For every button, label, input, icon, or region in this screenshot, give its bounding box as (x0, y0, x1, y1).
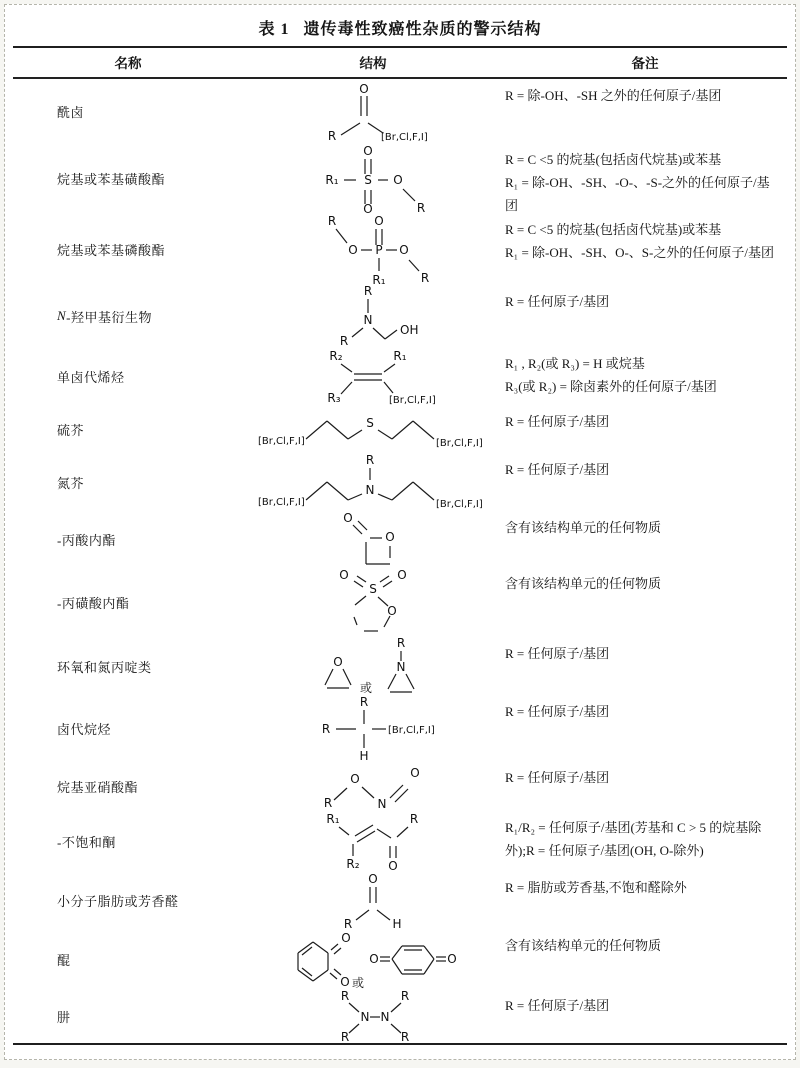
remark-line: 外);R = 任何原子/基团(OH, O-除外) (505, 842, 704, 858)
atom-label: O (349, 772, 360, 786)
remark-cell (503, 285, 787, 347)
atom-label: R (343, 917, 353, 929)
header-remark: 备注 (631, 56, 659, 71)
atom-label: P (375, 243, 383, 257)
or-text: 或 (351, 976, 365, 989)
structure-n-hydroxymethyl-diagram (316, 284, 431, 348)
remark-cell (503, 871, 787, 929)
structure-hydrazine-diagram (323, 989, 423, 1043)
atom-label: O (409, 766, 420, 780)
atom-label: O (359, 82, 369, 96)
structure-cell (243, 637, 503, 695)
name-cell: 硫芥 (57, 422, 85, 438)
structure-sulfonate-diagram (316, 142, 431, 214)
atom-label: O (333, 655, 343, 669)
atom-label: N (360, 1010, 370, 1024)
remark-line: R₁ , R₂(或 R₃) = H 或烷基 (505, 356, 645, 371)
remark-line: R = 任何原子/基团 (505, 414, 610, 429)
atom-label: R₂ (329, 349, 343, 363)
table-row (13, 511, 787, 567)
halide-label: [Br,Cl,F,I] (389, 395, 436, 405)
remark-cell (503, 143, 787, 213)
atom-label: R₁ (372, 273, 386, 286)
halide-label: [Br,Cl,F,I] (257, 497, 305, 508)
header-structure: 结构 (359, 56, 387, 71)
structure-cell (243, 871, 503, 929)
atom-label: O (387, 604, 397, 618)
structure-cell (243, 143, 503, 213)
table-caption-text: 遗传毒性致癌性杂质的警示结构 (303, 21, 542, 38)
table-row (13, 213, 787, 285)
remark-cell (503, 989, 787, 1043)
table-row (13, 285, 787, 347)
atom-label: R (323, 796, 332, 810)
halide-label: [Br,Cl,F,I] (257, 436, 305, 447)
atom-label: R (321, 722, 330, 736)
remark-line: R = C <5 的烷基(包括卤代烷基)或苯基 (505, 152, 722, 167)
structure-quinones-diagram (288, 929, 458, 989)
structure-cell (243, 213, 503, 285)
structure-cell (243, 989, 503, 1043)
name-italic-prefix: N (57, 308, 67, 323)
table-row (13, 871, 787, 929)
atom-label: O (369, 952, 379, 966)
atom-label: OH (399, 323, 418, 337)
remark-line: R₁/R₂ = 任何原子/基团(芳基和 C > 5 的烷基除 (505, 820, 762, 835)
structure-cell (243, 695, 503, 761)
remark-line: R = 任何原子/基团 (505, 998, 610, 1013)
name-cell: -丙磺酸内酯 (57, 595, 130, 611)
name-cell: 肼 (57, 1009, 71, 1025)
remark-cell (503, 453, 787, 511)
remark-line: R = 任何原子/基团 (505, 646, 610, 661)
remark-cell (503, 79, 787, 143)
structure-cell (243, 567, 503, 637)
atom-label: R (339, 334, 348, 348)
halide-label: [Br,Cl,F,I] (435, 499, 483, 510)
table-row (13, 79, 787, 143)
table-row (13, 811, 787, 871)
remark-line: 含有该结构单元的任何物质 (505, 576, 662, 591)
atom-label: O (397, 568, 407, 582)
remark-cell (503, 695, 787, 761)
name-cell: 氮芥 (57, 475, 85, 491)
name-cell: 单卤代烯烃 (57, 369, 125, 385)
halide-label: [Br,Cl,F,I] (381, 132, 428, 142)
structure-cell (243, 347, 503, 405)
atom-label: R (416, 201, 425, 214)
atom-label: S (363, 173, 372, 187)
atom-label: O (399, 243, 409, 257)
remark-cell (503, 811, 787, 871)
structure-haloalkane-diagram (306, 694, 441, 762)
atom-label: S (365, 416, 374, 430)
table-row (13, 989, 787, 1043)
atom-label: R (396, 636, 406, 650)
atom-label: R (327, 129, 337, 142)
remark-line: R₁ = 除-OH、-SH、-O-、-S-之外的任何原子/基团 (505, 174, 770, 213)
name-cell: 烷基或苯基磺酸酯 (57, 171, 166, 187)
atom-label: R₁ (393, 349, 407, 363)
remark-cell (503, 929, 787, 989)
name-cell: 烷基亚硝酸酯 (57, 779, 139, 795)
remark-line: R₃(或 R₂) = 除卤素外的任何原子/基团 (505, 378, 717, 394)
atom-label: N (396, 660, 406, 674)
remark-line: R = 任何原子/基团 (505, 462, 610, 477)
atom-label: R (400, 1030, 410, 1043)
atom-label: O (340, 975, 350, 989)
atom-label: R₂ (346, 857, 360, 871)
atom-label: R (400, 989, 410, 1003)
atom-label: R (327, 214, 337, 228)
structure-nitrogen-mustard-diagram (256, 453, 491, 511)
atom-label: H (358, 749, 369, 762)
table-header-row (13, 48, 787, 77)
atom-label: O (341, 931, 351, 945)
atom-label: R₁ (326, 812, 340, 826)
table-caption-prefix: 表 1 (258, 21, 290, 38)
structure-haloalkene-diagram (298, 347, 448, 405)
structure-cell (243, 929, 503, 989)
atom-label: N (365, 483, 374, 497)
scanned-page (4, 4, 796, 1060)
atom-label: R (340, 1030, 350, 1043)
atom-label: O (348, 243, 358, 257)
structure-aldehyde-diagram (333, 871, 413, 929)
halide-label: [Br,Cl,F,I] (435, 438, 483, 449)
remark-line: 含有该结构单元的任何物质 (505, 938, 662, 953)
remark-cell (503, 511, 787, 567)
name-text: -羟甲基衍生物 (66, 309, 153, 325)
name-cell (13, 285, 243, 347)
atom-label: O (392, 173, 403, 187)
table-row (13, 929, 787, 989)
table-row (13, 405, 787, 453)
remark-line: R = 任何原子/基团 (505, 704, 610, 719)
halide-label: [Br,Cl,F,I] (387, 725, 435, 736)
remark-line: R = C <5 的烷基(包括卤代烷基)或苯基 (505, 222, 722, 237)
structure-cell (243, 285, 503, 347)
structure-alkyl-nitrite-diagram (316, 761, 431, 811)
structure-propane-sultone-diagram (328, 567, 418, 637)
structure-epoxide-aziridine-diagram (308, 636, 438, 696)
atom-label: R (363, 284, 372, 298)
structure-cell (243, 811, 503, 871)
atom-label: R (340, 989, 350, 1003)
structure-cell (243, 761, 503, 811)
atom-label: R (365, 453, 374, 467)
table-row (13, 637, 787, 695)
structure-unsaturated-ketone-diagram (313, 810, 433, 872)
bottom-rule (13, 1043, 787, 1045)
header-name: 名称 (114, 56, 142, 71)
name-cell: -丙酸内酯 (57, 532, 116, 548)
remark-cell (503, 405, 787, 453)
atom-label: N (363, 313, 372, 327)
structure-phosphate-diagram (308, 212, 438, 286)
table-row (13, 453, 787, 511)
structure-sulfur-mustard-diagram (256, 408, 491, 450)
remark-cell (503, 567, 787, 637)
name-cell: 小分子脂肪或芳香醛 (57, 893, 179, 909)
remark-cell (503, 761, 787, 811)
atom-label: O (362, 202, 373, 214)
remark-cell (503, 347, 787, 405)
atom-label: R (420, 271, 430, 285)
atom-label: H (392, 917, 402, 929)
table-row (13, 695, 787, 761)
remark-line: R = 脂肪或芳香基,不饱和醛除外 (505, 880, 687, 895)
atom-label: O (388, 859, 398, 872)
table-row (13, 567, 787, 637)
table-row (13, 761, 787, 811)
atom-label: R (409, 812, 419, 826)
atom-label: N (380, 1010, 390, 1024)
table-caption (13, 7, 787, 46)
atom-label: R₁ (324, 173, 339, 187)
atom-label: R₃ (327, 391, 341, 405)
atom-label: N (377, 797, 386, 811)
atom-label: O (374, 214, 384, 228)
atom-label: O (385, 530, 395, 544)
table-row (13, 143, 787, 213)
atom-label: R (359, 695, 368, 709)
remark-cell (503, 213, 787, 285)
atom-label: O (339, 568, 349, 582)
table-row (13, 347, 787, 405)
structure-cell (243, 511, 503, 567)
structure-cell (243, 405, 503, 453)
name-cell: -不饱和酮 (57, 834, 116, 850)
atom-label: O (368, 872, 378, 886)
atom-label: S (369, 582, 377, 596)
name-cell: 环氧和氮丙啶类 (57, 659, 152, 675)
structure-propiolactone-diagram (328, 510, 418, 568)
structure-cell (243, 79, 503, 143)
remark-line: R = 除-OH、-SH 之外的任何原子/基团 (505, 88, 722, 103)
remark-line: R₁ = 除-OH、-SH、O-、S-之外的任何原子/基团 (505, 244, 774, 260)
or-text: 或 (359, 681, 373, 695)
remark-line: R = 任何原子/基团 (505, 294, 610, 309)
structure-cell (243, 453, 503, 511)
name-cell: 卤代烷烃 (57, 721, 112, 737)
atom-label: O (343, 511, 353, 525)
name-cell: 醌 (57, 952, 71, 968)
structure-acyl-halide-diagram (313, 80, 433, 142)
remark-line: 含有该结构单元的任何物质 (505, 520, 662, 535)
atom-label: O (362, 144, 373, 158)
atom-label: O (447, 952, 457, 966)
name-cell: 烷基或苯基磷酸酯 (57, 242, 166, 258)
remark-cell (503, 637, 787, 695)
name-cell: 酰卤 (57, 104, 85, 120)
remark-line: R = 任何原子/基团 (505, 770, 610, 785)
